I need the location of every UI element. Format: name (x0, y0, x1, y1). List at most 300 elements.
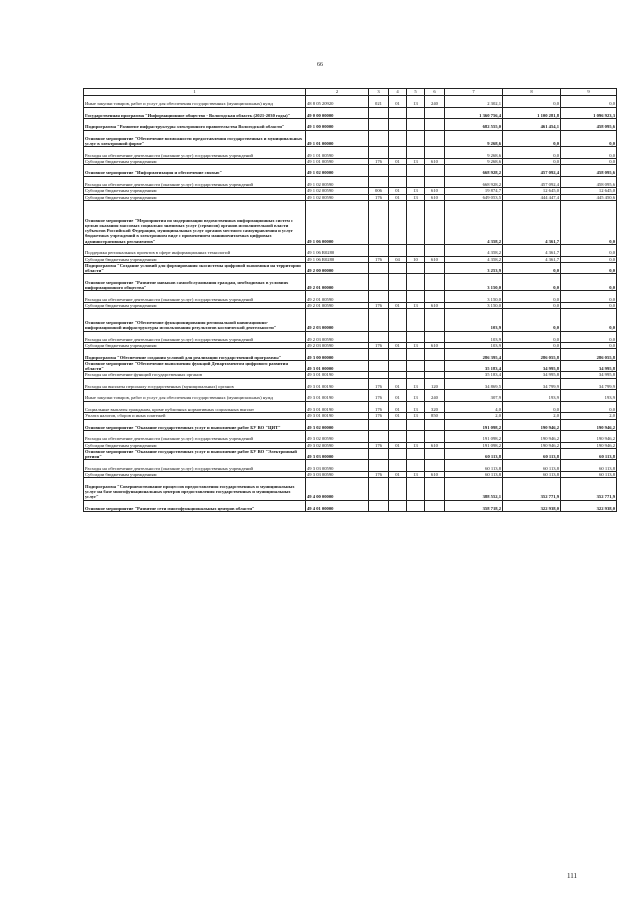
table-row (84, 360, 617, 372)
column-5-cell (407, 200, 425, 244)
table-row (84, 262, 617, 274)
row-name-cell: Основное мероприятие "Информатизация и обеспечение связью" (84, 165, 306, 177)
column-6-cell (425, 119, 445, 131)
amount-col-9-cell: 0,0 (561, 291, 617, 303)
amount-col-7-cell: 668 928,2 (445, 165, 503, 177)
column-5-cell (407, 262, 425, 274)
amount-col-7-cell: 307,9 (445, 390, 503, 402)
column-4-cell: 01 (389, 390, 407, 402)
amount-col-8-cell: 193,9 (503, 390, 561, 402)
amount-col-7-cell: 60 113,8 (445, 471, 503, 477)
column-5-cell: 10 (407, 256, 425, 262)
amount-col-7-cell: 4 358,2 (445, 256, 503, 262)
amount-col-8-cell: 190 946,2 (503, 442, 561, 448)
column-3-cell (369, 419, 389, 431)
budget-code-cell: 49 1 01 00590 (306, 158, 369, 164)
column-3-cell (369, 431, 389, 443)
column-3-cell: 176 (369, 302, 389, 308)
row-name-cell: Основное мероприятие "Мероприятия по модернизации ведомственных информационных систем с целью оказания массовых социально значимых услуг (сервисов) органов исполнительной власти субъектов Российской Федерации, муниципальных услуг органов местного самоуправления и услуг бюджетных учреждений в электронном виде с применением машиночитаемых цифровых административных регламентов" (84, 200, 306, 244)
row-name-cell: Поддержка региональных проектов в сфере информационных технологий (84, 245, 306, 257)
column-4-cell: 01 (389, 302, 407, 308)
budget-code-cell: 49 3 03 00590 (306, 460, 369, 472)
column-6-cell: 320 (425, 401, 445, 413)
amount-col-8-cell: 461 454,1 (503, 119, 561, 131)
column-5-cell: 13 (407, 96, 425, 108)
amount-col-7-cell: 191 098,2 (445, 419, 503, 431)
budget-code-cell: 49 1 01 00590 (306, 147, 369, 159)
amount-col-9-cell: 0,0 (561, 262, 617, 274)
column-5-cell (407, 478, 425, 500)
budget-code-cell: 49 3 01 00000 (306, 360, 369, 372)
column-6-cell: 610 (425, 442, 445, 448)
column-3-cell (369, 130, 389, 147)
amount-col-9-cell: 0,0 (561, 309, 617, 331)
column-4-cell: 01 (389, 158, 407, 164)
row-name-cell: Уплата налогов, сборов и иных платежей (84, 413, 306, 419)
amount-col-7-cell: 668 928,2 (445, 176, 503, 188)
amount-col-9-cell: 190 946,2 (561, 442, 617, 448)
amount-col-8-cell: 4 361,7 (503, 245, 561, 257)
amount-col-9-cell: 0,0 (561, 147, 617, 159)
column-5-cell (407, 500, 425, 512)
amount-col-7-cell: 4 358,2 (445, 200, 503, 244)
row-name-cell: Расходы на обеспечение деятельности (оказание услуг) государственных учреждений (84, 291, 306, 303)
column-3-cell (369, 274, 389, 291)
column-6-cell (425, 448, 445, 460)
table-row (84, 390, 617, 402)
amount-col-9-cell: 0,0 (561, 96, 617, 108)
amount-col-8-cell: 12 645,0 (503, 188, 561, 194)
amount-col-7-cell: 4 358,2 (445, 245, 503, 257)
column-4-cell (389, 130, 407, 147)
amount-col-8-cell: 60 113,8 (503, 448, 561, 460)
row-name-cell: Социальные выплаты гражданам, кроме публичных нормативных социальных выплат (84, 401, 306, 413)
budget-code-cell: 49 1 02 00590 (306, 176, 369, 188)
amount-col-9-cell: 190 946,2 (561, 419, 617, 431)
row-name-cell: Субсидии бюджетным учреждениям (84, 188, 306, 194)
amount-col-7-cell: 103,9 (445, 331, 503, 343)
column-3-cell: 006 (369, 188, 389, 194)
column-3-cell (369, 478, 389, 500)
budget-code-cell: 49 3 03 00000 (306, 448, 369, 460)
budget-code-cell: 49 1 02 00590 (306, 194, 369, 200)
column-3-cell: 176 (369, 256, 389, 262)
amount-col-7-cell: 19 874,7 (445, 188, 503, 194)
column-6-cell (425, 349, 445, 361)
column-3-cell (369, 119, 389, 131)
budget-code-cell: 49 2 03 00590 (306, 343, 369, 349)
row-name-cell: Субсидии бюджетным учреждениям (84, 343, 306, 349)
row-name-cell: Расходы на выплаты персоналу государственных (муниципальных) органов (84, 378, 306, 390)
column-4-cell (389, 245, 407, 257)
column-6-cell (425, 130, 445, 147)
column-3-cell: 176 (369, 401, 389, 413)
column-6-cell: 610 (425, 256, 445, 262)
column-6-cell: 610 (425, 302, 445, 308)
amount-col-7-cell: 1 360 756,4 (445, 107, 503, 119)
table-row (84, 460, 617, 472)
column-4-cell (389, 478, 407, 500)
amount-col-9-cell: 0,0 (561, 130, 617, 147)
budget-code-cell: 49 2 00 00000 (306, 262, 369, 274)
amount-col-9-cell: 458 095,6 (561, 119, 617, 131)
column-5-cell: 13 (407, 401, 425, 413)
amount-col-8-cell: 286 055,8 (503, 349, 561, 361)
header-cell: 6 (425, 89, 445, 96)
row-name-cell: Подпрограмма "Развитие инфраструктуры электронного правительства Вологодской области" (84, 119, 306, 131)
budget-code-cell: 49 3 02 00590 (306, 442, 369, 448)
row-name-cell: Субсидии бюджетным учреждениям (84, 471, 306, 477)
column-6-cell (425, 500, 445, 512)
row-name-cell: Иные закупки товаров, работ и услуг для обеспечения государственных (муниципальных) нужд (84, 96, 306, 108)
amount-col-7-cell: 388 552,1 (445, 478, 503, 500)
column-6-cell (425, 245, 445, 257)
amount-col-8-cell: 34 995,8 (503, 360, 561, 372)
column-6-cell: 610 (425, 158, 445, 164)
column-4-cell (389, 349, 407, 361)
budget-code-cell: 49 3 01 00190 (306, 413, 369, 419)
table-row (84, 448, 617, 460)
column-3-cell (369, 245, 389, 257)
column-5-cell (407, 431, 425, 443)
row-name-cell: Государственная программа "Информационное общество - Вологодская область (2021-2030 годы)" (84, 107, 306, 119)
column-3-cell: 176 (369, 378, 389, 390)
column-6-cell (425, 331, 445, 343)
column-5-cell (407, 147, 425, 159)
table-row (84, 419, 617, 431)
amount-col-9-cell: 193,9 (561, 390, 617, 402)
header-cell: 2 (306, 89, 369, 96)
table-row (84, 119, 617, 131)
budget-code-cell: 49 1 02 00590 (306, 188, 369, 194)
budget-code-cell: 49 2 01 00590 (306, 302, 369, 308)
column-4-cell: 01 (389, 442, 407, 448)
budget-code-cell: 49 2 03 00590 (306, 331, 369, 343)
header-cell: 1 (84, 89, 306, 96)
column-4-cell (389, 448, 407, 460)
amount-col-7-cell: 103,9 (445, 343, 503, 349)
column-6-cell (425, 147, 445, 159)
column-3-cell (369, 291, 389, 303)
column-5-cell (407, 360, 425, 372)
column-5-cell: 13 (407, 188, 425, 194)
row-name-cell: Расходы на обеспечение деятельности (оказание услуг) государственных учреждений (84, 147, 306, 159)
amount-col-8-cell: 0,0 (503, 130, 561, 147)
amount-col-8-cell: 0,0 (503, 96, 561, 108)
budget-code-cell: 49 3 03 00590 (306, 471, 369, 477)
footer-page-number: 111 (567, 872, 577, 880)
column-6-cell (425, 419, 445, 431)
column-5-cell: 13 (407, 390, 425, 402)
table-row (84, 331, 617, 343)
column-5-cell (407, 460, 425, 472)
amount-col-7-cell: 3 150,0 (445, 274, 503, 291)
amount-col-7-cell: 191 098,2 (445, 431, 503, 443)
amount-col-8-cell: 0,0 (503, 309, 561, 331)
column-5-cell (407, 274, 425, 291)
column-3-cell (369, 262, 389, 274)
budget-code-cell: 49 3 02 00000 (306, 419, 369, 431)
column-6-cell (425, 262, 445, 274)
budget-code-cell: 49 3 01 00190 (306, 390, 369, 402)
amount-col-7-cell: 9 268,6 (445, 147, 503, 159)
amount-col-8-cell: 190 946,2 (503, 419, 561, 431)
amount-col-8-cell: 4 361,7 (503, 200, 561, 244)
column-5-cell (407, 165, 425, 177)
column-4-cell (389, 107, 407, 119)
column-5-cell (407, 130, 425, 147)
column-6-cell: 240 (425, 390, 445, 402)
budget-code-cell: 49 3 01 00190 (306, 372, 369, 378)
amount-col-8-cell: 0,0 (503, 401, 561, 413)
column-6-cell (425, 360, 445, 372)
column-5-cell: 13 (407, 413, 425, 419)
amount-col-7-cell: 103,9 (445, 309, 503, 331)
amount-col-9-cell: 0,0 (561, 200, 617, 244)
amount-col-7-cell: 3 150,0 (445, 302, 503, 308)
column-6-cell (425, 478, 445, 500)
column-6-cell (425, 274, 445, 291)
amount-col-9-cell: 34 995,8 (561, 372, 617, 378)
amount-col-7-cell: 649 053,5 (445, 194, 503, 200)
amount-col-9-cell: 12 645,0 (561, 188, 617, 194)
amount-col-9-cell: 458 095,6 (561, 176, 617, 188)
amount-col-9-cell: 322 938,0 (561, 500, 617, 512)
amount-col-9-cell: 458 095,6 (561, 165, 617, 177)
amount-col-8-cell: 0,0 (503, 331, 561, 343)
column-4-cell (389, 165, 407, 177)
amount-col-7-cell: 682 555,0 (445, 119, 503, 131)
table-row (84, 349, 617, 361)
column-6-cell (425, 200, 445, 244)
column-3-cell (369, 107, 389, 119)
column-6-cell (425, 176, 445, 188)
amount-col-8-cell: 0,0 (503, 302, 561, 308)
amount-col-9-cell: 60 113,8 (561, 448, 617, 460)
budget-code-cell: 49 1 01 00000 (306, 130, 369, 147)
budget-code-cell: 49 1 02 00000 (306, 165, 369, 177)
row-name-cell: Расходы на обеспечение деятельности (оказание услуг) государственных учреждений (84, 460, 306, 472)
column-4-cell: 01 (389, 401, 407, 413)
amount-col-7-cell: 35 183,4 (445, 372, 503, 378)
column-6-cell (425, 165, 445, 177)
column-3-cell (369, 309, 389, 331)
amount-col-9-cell: 60 113,8 (561, 460, 617, 472)
column-5-cell: 13 (407, 471, 425, 477)
row-name-cell: Расходы на обеспечение функций государственных органов (84, 372, 306, 378)
column-5-cell: 13 (407, 158, 425, 164)
amount-col-7-cell: 358 718,2 (445, 500, 503, 512)
row-name-cell: Подпрограмма "Создание условий для формирования экосистемы цифровой экономики на территории области" (84, 262, 306, 274)
header-cell: 4 (389, 89, 407, 96)
row-name-cell: Основное мероприятие "Обеспечение функционирования региональной навигационно-информационной инфраструктуры использования результатов космической деятельности" (84, 309, 306, 331)
budget-code-cell: 48 8 05 20920 (306, 96, 369, 108)
amount-col-8-cell: 457 092,4 (503, 176, 561, 188)
budget-code-cell: 49 2 01 00000 (306, 274, 369, 291)
table-row (84, 291, 617, 303)
column-5-cell (407, 245, 425, 257)
budget-code-cell: 49 0 00 00000 (306, 107, 369, 119)
column-3-cell (369, 331, 389, 343)
amount-col-7-cell: 4,0 (445, 401, 503, 413)
column-4-cell (389, 274, 407, 291)
amount-col-9-cell: 0,0 (561, 401, 617, 413)
column-6-cell (425, 107, 445, 119)
column-4-cell: 01 (389, 343, 407, 349)
column-4-cell (389, 119, 407, 131)
amount-col-7-cell: 3 253,9 (445, 262, 503, 274)
column-3-cell (369, 200, 389, 244)
column-5-cell: 13 (407, 343, 425, 349)
amount-col-9-cell: 0,0 (561, 331, 617, 343)
column-4-cell: 01 (389, 413, 407, 419)
amount-col-9-cell: 0,0 (561, 245, 617, 257)
amount-col-7-cell: 60 113,8 (445, 448, 503, 460)
amount-col-9-cell: 0,0 (561, 274, 617, 291)
amount-col-8-cell: 0,0 (503, 262, 561, 274)
row-name-cell: Основное мероприятие "Развитие навыков самообслуживания граждан, необходимых в условиях информационного общества" (84, 274, 306, 291)
header-cell: 5 (407, 89, 425, 96)
table-row (84, 147, 617, 159)
amount-col-9-cell: 1 096 923,3 (561, 107, 617, 119)
column-6-cell: 850 (425, 413, 445, 419)
amount-col-8-cell: 0,0 (503, 158, 561, 164)
amount-col-7-cell: 286 395,4 (445, 349, 503, 361)
amount-col-9-cell: 0,0 (561, 256, 617, 262)
table-header-row (84, 89, 617, 96)
amount-col-7-cell: 2,0 (445, 413, 503, 419)
amount-col-8-cell: 0,0 (503, 291, 561, 303)
amount-col-9-cell: 0,0 (561, 158, 617, 164)
budget-code-cell: 49 4 00 00000 (306, 478, 369, 500)
amount-col-9-cell: 2,0 (561, 413, 617, 419)
header-cell: 7 (445, 89, 503, 96)
table-row (84, 274, 617, 291)
amount-col-7-cell: 9 268,6 (445, 158, 503, 164)
row-name-cell: Подпрограмма "Совершенствование процессов предоставления государственных и муниципальных услуг на базе многофункциональных центров предоставления государственных и муниципальных услуг" (84, 478, 306, 500)
column-5-cell (407, 119, 425, 131)
budget-code-cell: 49 2 01 00590 (306, 291, 369, 303)
row-name-cell: Субсидии бюджетным учреждениям (84, 158, 306, 164)
budget-code-cell: 49 1 06 R0280 (306, 245, 369, 257)
amount-col-9-cell: 34 995,8 (561, 360, 617, 372)
amount-col-7-cell: 191 098,2 (445, 442, 503, 448)
amount-col-8-cell: 2,0 (503, 413, 561, 419)
budget-code-cell: 49 1 06 R0280 (306, 256, 369, 262)
column-5-cell: 13 (407, 378, 425, 390)
amount-col-8-cell: 4 361,7 (503, 256, 561, 262)
column-3-cell: 176 (369, 158, 389, 164)
budget-code-cell: 49 3 01 00190 (306, 378, 369, 390)
amount-col-8-cell: 322 938,0 (503, 500, 561, 512)
amount-col-7-cell: 2 302,1 (445, 96, 503, 108)
column-3-cell: 021 (369, 96, 389, 108)
column-5-cell (407, 419, 425, 431)
row-name-cell: Основное мероприятие "Оказание государственных услуг и выполнение работ БУ ВО "Электронный регион" (84, 448, 306, 460)
amount-col-9-cell: 445 450,6 (561, 194, 617, 200)
amount-col-7-cell: 34 869,5 (445, 378, 503, 390)
amount-col-8-cell: 0,0 (503, 274, 561, 291)
table-row (84, 165, 617, 177)
column-6-cell: 610 (425, 343, 445, 349)
column-4-cell (389, 176, 407, 188)
column-4-cell: 01 (389, 378, 407, 390)
column-4-cell: 04 (389, 256, 407, 262)
row-name-cell: Основное мероприятие "Оказание государственных услуг и выполнение работ БУ ВО "ЦИТ" (84, 419, 306, 431)
table-row (84, 309, 617, 331)
column-3-cell: 176 (369, 194, 389, 200)
amount-col-8-cell: 34 995,8 (503, 372, 561, 378)
column-5-cell (407, 309, 425, 331)
budget-code-cell: 49 3 02 00590 (306, 431, 369, 443)
budget-code-cell: 49 2 03 00000 (306, 309, 369, 331)
column-3-cell (369, 176, 389, 188)
column-5-cell (407, 331, 425, 343)
table-row (84, 378, 617, 390)
column-5-cell (407, 107, 425, 119)
amount-col-8-cell: 60 113,8 (503, 471, 561, 477)
amount-col-9-cell: 352 771,9 (561, 478, 617, 500)
column-3-cell (369, 147, 389, 159)
column-6-cell: 240 (425, 96, 445, 108)
header-cell: 9 (561, 89, 617, 96)
amount-col-8-cell: 457 092,4 (503, 165, 561, 177)
column-5-cell (407, 349, 425, 361)
amount-col-7-cell: 60 113,8 (445, 460, 503, 472)
row-name-cell: Иные закупки товаров, работ и услуг для обеспечения государственных (муниципальных) нужд (84, 390, 306, 402)
amount-col-8-cell: 0,0 (503, 343, 561, 349)
column-4-cell (389, 460, 407, 472)
column-4-cell (389, 200, 407, 244)
row-name-cell: Субсидии бюджетным учреждениям (84, 302, 306, 308)
column-3-cell: 176 (369, 413, 389, 419)
column-5-cell: 13 (407, 194, 425, 200)
amount-col-8-cell: 352 771,9 (503, 478, 561, 500)
column-5-cell (407, 176, 425, 188)
row-name-cell: Субсидии бюджетным учреждениям (84, 256, 306, 262)
column-3-cell (369, 448, 389, 460)
column-4-cell: 01 (389, 96, 407, 108)
amount-col-7-cell: 9 268,6 (445, 130, 503, 147)
row-name-cell: Основное мероприятие "Развитие сети многофункциональных центров области" (84, 500, 306, 512)
budget-code-cell: 49 4 01 00000 (306, 500, 369, 512)
table-row (84, 478, 617, 500)
amount-col-9-cell: 190 946,2 (561, 431, 617, 443)
budget-code-cell: 49 3 01 00190 (306, 401, 369, 413)
column-6-cell (425, 431, 445, 443)
column-3-cell: 176 (369, 390, 389, 402)
column-4-cell (389, 291, 407, 303)
amount-col-8-cell: 34 799,9 (503, 378, 561, 390)
row-name-cell: Расходы на обеспечение деятельности (оказание услуг) государственных учреждений (84, 331, 306, 343)
column-5-cell (407, 291, 425, 303)
column-4-cell (389, 500, 407, 512)
row-name-cell: Расходы на обеспечение деятельности (оказание услуг) государственных учреждений (84, 431, 306, 443)
row-name-cell: Расходы на обеспечение деятельности (оказание услуг) государственных учреждений (84, 176, 306, 188)
column-3-cell (369, 500, 389, 512)
amount-col-7-cell: 35 183,4 (445, 360, 503, 372)
column-4-cell (389, 309, 407, 331)
budget-code-cell: 49 1 00 00000 (306, 119, 369, 131)
amount-col-9-cell: 34 799,9 (561, 378, 617, 390)
budget-code-cell: 49 3 00 00000 (306, 349, 369, 361)
amount-col-8-cell: 60 113,8 (503, 460, 561, 472)
column-3-cell: 176 (369, 343, 389, 349)
amount-col-9-cell: 60 113,8 (561, 471, 617, 477)
amount-col-7-cell: 3 150,0 (445, 291, 503, 303)
table-row (84, 200, 617, 244)
header-cell: 8 (503, 89, 561, 96)
